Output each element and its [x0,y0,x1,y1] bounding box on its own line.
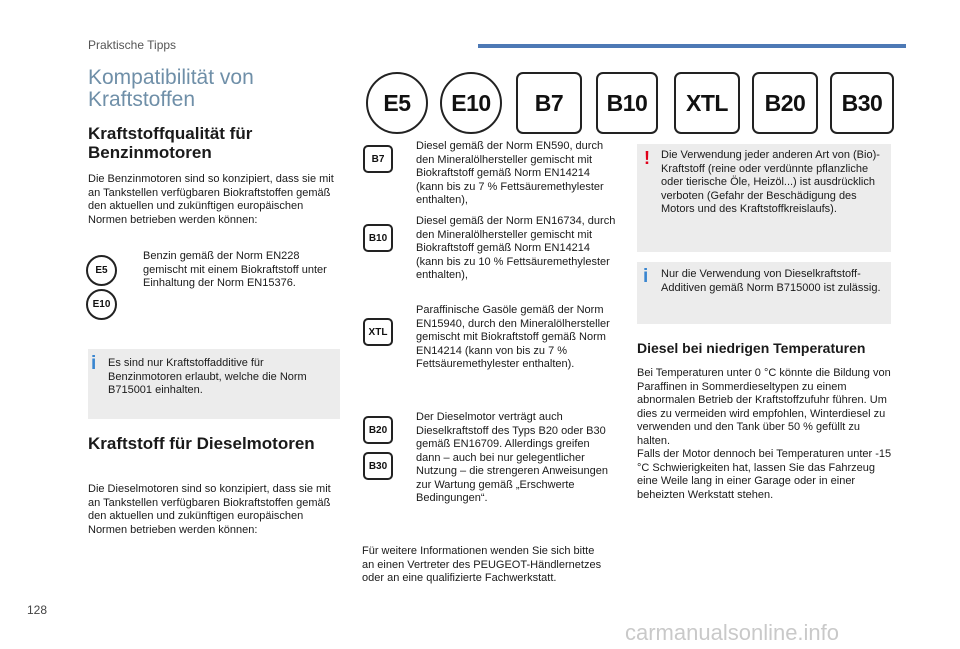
fuel-e10-small-icon [86,289,117,320]
b10-description: Diesel gemäß der Norm EN16734, durch den Mineralölhersteller gemischt mit Biokraftstoff gemäß Norm EN14214 (kann bis zu 10 % Fettsäuremethylester enthalten), [416,215,616,281]
e5-description: Benzin gemäß der Norm EN228 gemischt mit einem Biokraftstoff unter Einhaltung der Norm EN15376. [143,250,327,289]
fuel-b20-icon [752,72,818,134]
fuel-b30-icon [830,72,894,134]
more-info-text: Für weitere Informationen wenden Sie sich bitte an einen Vertreter des PEUGEOT-Händlernetzes oder an eine qualifizierte Fachwerkstatt. [362,545,602,584]
fuel-b10-small-label: B10 [368,232,388,244]
fuel-b7-label: B7 [534,89,564,116]
fuel-b7-icon [516,72,582,134]
watermark: carmanualsonline.info [625,620,840,645]
fuel-b30-label: B30 [841,89,883,116]
fuel-b10-small-icon [363,224,393,252]
fuel-b7-small-icon [363,145,393,173]
fuel-e10-icon [440,72,502,134]
fuel-e5-small-icon [86,255,117,286]
low-temp-text: Bei Temperaturen unter 0 °C könnte die Bildung von Paraffinen in Sommerdieseltypen zu einem abnormalen Betrieb der Kraftstoffzufuhr führen. Um dies zu vermeiden wird empfohlen, Winterdiesel zu verwenden und den Tank über 50 % gefüllt zu halten. Falls der Motor dennoch bei Temperaturen unter -15 °C Schwierigkeiten hat, lassen Sie das Fahrzeug eine Weile lang in einer Garage oder in einer beheizten Werkstatt stehen. [637,367,892,501]
fuel-e5-small-label: E5 [95,265,108,276]
header-bar [478,44,906,48]
fuel-xtl-small-label: XTL [368,326,388,338]
warning-text: Die Verwendung jeder anderen Art von (Bio)-Kraftstoff (reine oder verdünnte pflanzliche oder tierische Öle, Heizöl...) ist ausdrücklich verboten (Gefahr der Beschädigung des Motors und des Kraftstoffkreislaufs). [661,149,880,215]
fuel-b20-small-label: B20 [368,424,388,436]
fuel-b20-small-icon [363,416,393,444]
page-title: Kompatibilität von Kraftstoffen [88,66,254,111]
xtl-description: Paraffinische Gasöle gemäß der Norm EN15940, durch den Mineralölhersteller gemischt mit Biokraftstoff gemäß Norm EN14214 (kann von bis zu 7 % Fettsäuremethylester enthalten). [416,304,610,370]
low-temp-heading: Diesel bei niedrigen Temperaturen [637,340,866,356]
fuel-b10-icon [596,72,658,134]
fuel-xtl-label: XTL [686,89,728,116]
fuel-b7-small-label: B7 [371,153,385,165]
diesel-heading: Kraftstoff für Dieselmotoren [88,434,315,453]
info-icon-2: i [643,266,649,287]
benzin-intro: Die Benzinmotoren sind so konzipiert, dass sie mit an Tankstellen verfügbaren Biokraftstoffen gemäß den aktuellen und zukünftigen europäischen Normen betrieben werden können: [88,173,334,226]
fuel-b30-small-icon [363,452,393,480]
fuel-e5-icon [366,72,428,134]
info-icon: i [91,353,97,374]
diesel-info-box [637,262,891,324]
benzin-info-box [88,349,340,419]
fuel-e10-small-label: E10 [92,299,111,310]
b20-description: Der Dieselmotor verträgt auch Dieselkraftstoff des Typs B20 oder B30 gemäß EN16709. Allerdings greifen dann – auch bei nur gelegentlicher Nutzung – die strengeren Anweisungen zur Wartung gemäß „Erschwerte Bedingungen“. [416,411,609,504]
benzin-heading: Kraftstoffqualität für Benzinmotoren [88,124,253,162]
fuel-b10-label: B10 [606,89,648,116]
fuel-xtl-icon [674,72,740,134]
diesel-info-text: Nur die Verwendung von Dieselkraftstoff-Additiven gemäß Norm B715000 ist zulässig. [661,268,881,294]
fuel-e10-label: E10 [451,89,491,116]
warning-icon: ! [644,148,650,168]
diesel-intro: Die Dieselmotoren sind so konzipiert, dass sie mit an Tankstellen verfügbaren Biokraftstoffen gemäß den aktuellen und zukünftigen europäischen Normen betrieben werden können: [88,483,331,536]
fuel-b20-label: B20 [764,89,806,116]
fuel-b30-small-label: B30 [368,460,388,472]
benzin-info-text: Es sind nur Kraftstoffadditive für Benzinmotoren erlaubt, welche die Norm B715001 einhalten. [108,357,307,396]
b7-description: Diesel gemäß der Norm EN590, durch den Mineralölhersteller gemischt mit Biokraftstoff gemäß Norm EN14214 (kann bis zu 7 % Fettsäuremethylester enthalten), [416,140,604,206]
page-number: 128 [27,603,48,617]
fuel-xtl-small-icon [363,318,393,346]
warning-box [637,144,891,252]
fuel-e5-label: E5 [383,89,411,116]
section-label: Praktische Tipps [88,38,177,52]
